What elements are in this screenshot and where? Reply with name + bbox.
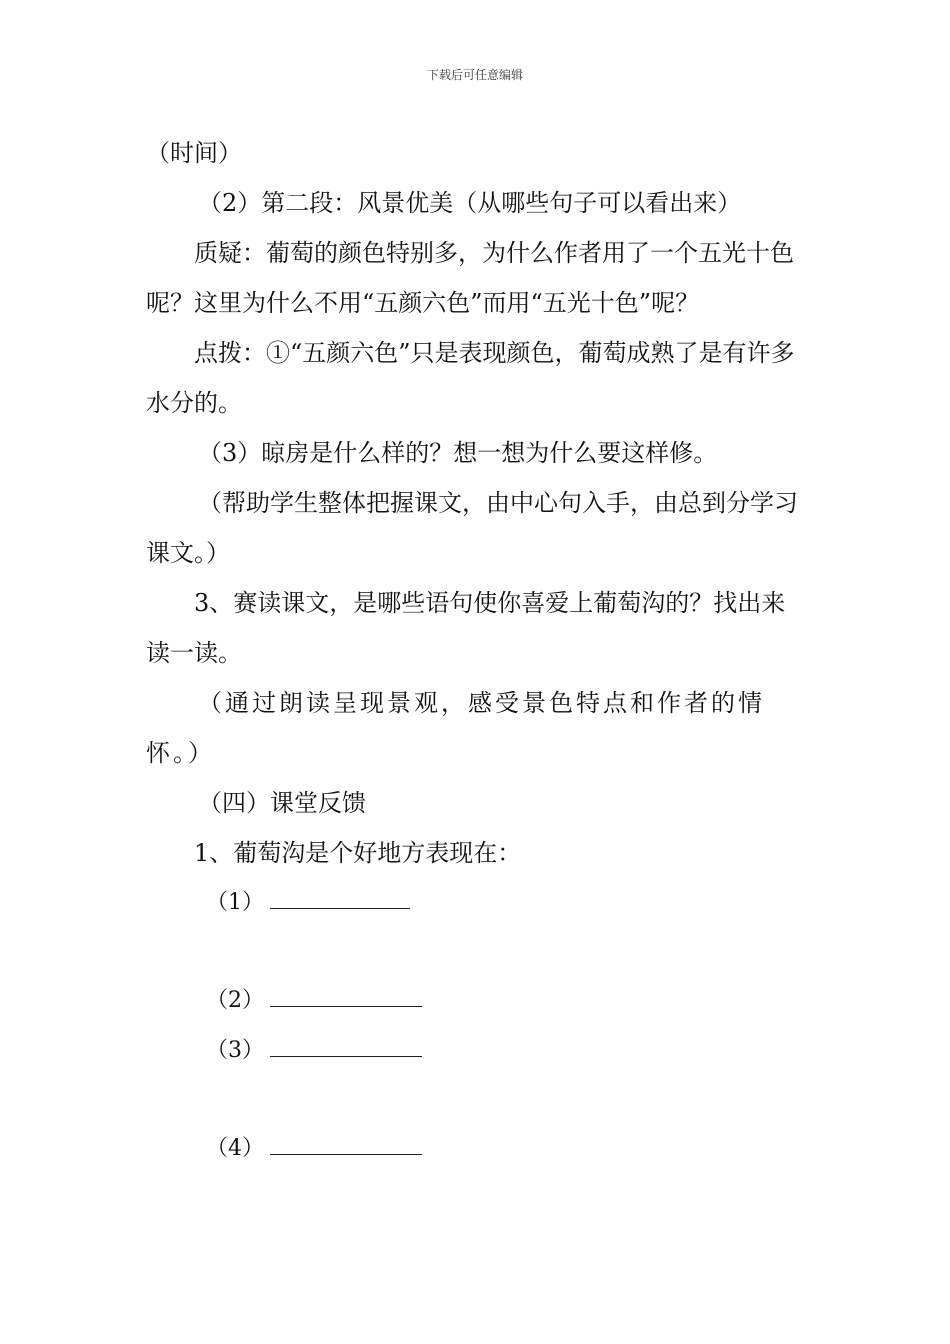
answer-blank-3 — [146, 1026, 808, 1076]
fill-in-line — [270, 886, 410, 909]
paragraph-read-text: 3、赛读课文，是哪些语句使你喜爱上葡萄沟的？找出来读一读。 — [146, 589, 786, 667]
paragraph-drying-house: （3）晾房是什么样的？想一想为什么要这样修。 — [198, 439, 718, 467]
blank-label: （1） — [206, 890, 264, 915]
fill-in-line — [270, 1034, 422, 1057]
document-body — [146, 128, 808, 1174]
answer-blank-2 — [146, 976, 808, 1026]
fill-in-line — [270, 1132, 422, 1155]
page-header: 下载后可任意编辑 — [426, 68, 523, 82]
paragraph-feedback-heading: （四）课堂反馈 — [198, 789, 366, 817]
paragraph-feedback-item: 1、葡萄沟是个好地方表现在： — [194, 839, 522, 867]
paragraph-hint: 点拨：①“五颜六色”只是表现颜色，葡萄成熟了是有许多水分的。 — [146, 339, 795, 417]
answer-blank-1 — [146, 878, 808, 928]
blank-label: （2） — [206, 988, 264, 1013]
paragraph-section-two: （2）第二段：风景优美（从哪些句子可以看出来） — [198, 189, 742, 217]
blank-label: （4） — [206, 1136, 264, 1161]
paragraph-time: （时间） — [146, 139, 242, 167]
answer-blank-4 — [146, 1124, 808, 1174]
paragraph-read-aloud: （通过朗读呈现景观，感受景色特点和作者的情怀。） — [146, 689, 765, 767]
paragraph-help-students: （帮助学生整体把握课文，由中心句入手，由总到分学习课文。） — [146, 489, 798, 567]
fill-in-line — [270, 984, 422, 1007]
blank-label: （3） — [206, 1038, 264, 1063]
paragraph-question: 质疑：葡萄的颜色特别多，为什么作者用了一个五光十色呢？这里为什么不用“五颜六色”而用“五光十色”呢？ — [146, 239, 794, 317]
